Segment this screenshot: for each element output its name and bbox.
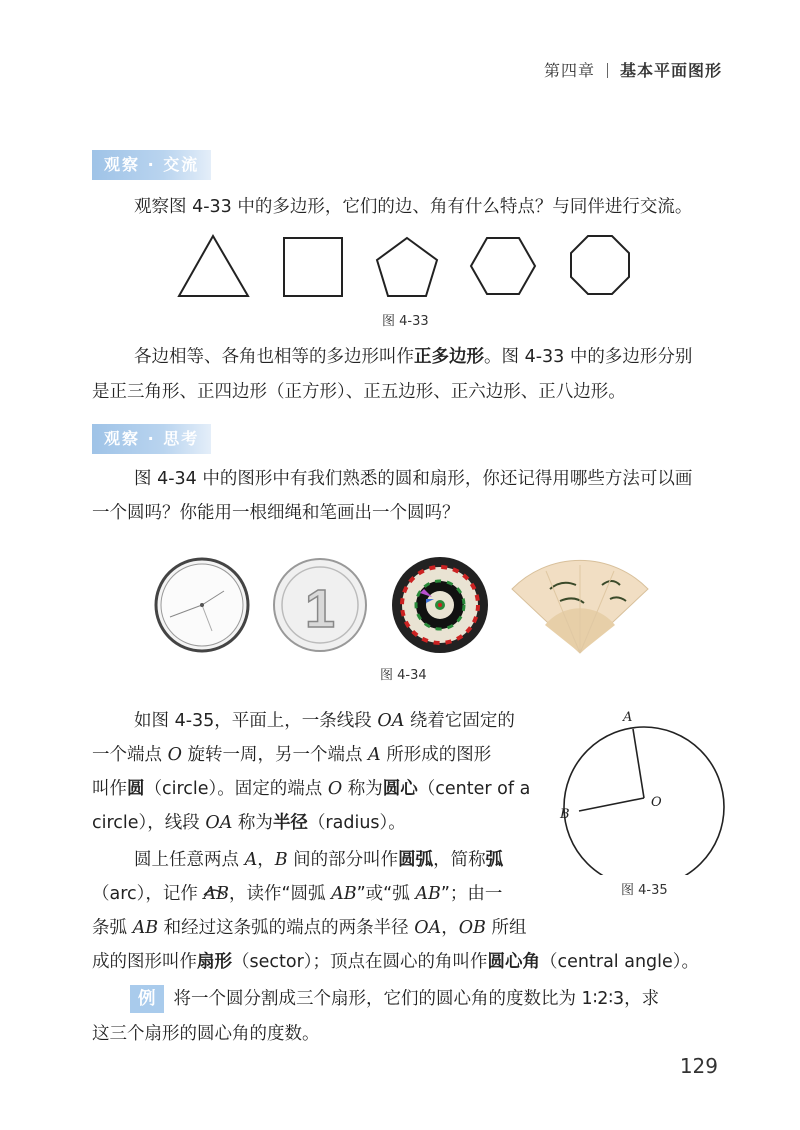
- hexagon-shape: [471, 238, 535, 294]
- section-tag-observe-think: 观察 · 思考: [92, 424, 211, 454]
- figure-4-35-diagram: [555, 700, 730, 875]
- triangle-shape: [179, 236, 248, 296]
- text-run: 一个端点: [92, 745, 168, 765]
- text-run: 圆上任意两点: [134, 850, 245, 870]
- def-term-regular-polygon: 正多边形: [414, 347, 484, 367]
- arc-hat-icon: [203, 888, 225, 896]
- coin-denomination: 1: [304, 579, 336, 639]
- octagon-shape: [571, 236, 629, 294]
- page-number: 129: [679, 1054, 718, 1078]
- text-run: 所形成的图形: [380, 745, 492, 765]
- chapter-label: 第四章: [543, 61, 595, 80]
- text-run: 旋转一周，另一个端点: [181, 745, 369, 765]
- circles-photos-figure: [150, 555, 680, 655]
- text-run: 间的部分叫作: [287, 850, 399, 870]
- circle-def-line4: [92, 806, 406, 841]
- arc-def-line4: [92, 945, 699, 980]
- arc-notation-text: AB: [203, 884, 229, 904]
- arc-def-line1: [134, 843, 503, 878]
- term-radius: 半径: [272, 813, 308, 833]
- segment-oa: OA: [205, 813, 233, 833]
- text-run: 和经过这条弧的端点的两条半径: [158, 918, 415, 938]
- text-run: 叫作: [92, 779, 127, 799]
- text-run: ，读作“圆弧: [228, 884, 332, 904]
- circle-def-line3: [92, 772, 530, 807]
- def-text-1: 各边相等、各角也相等的多边形叫作: [134, 347, 414, 367]
- running-header: [544, 58, 722, 81]
- dartboard-image: [392, 557, 488, 653]
- radius-ob-line: [579, 798, 644, 811]
- point-a: A: [368, 745, 381, 765]
- example-line1: [130, 982, 659, 1017]
- figure-4-34-caption: 图 4-34: [380, 668, 427, 683]
- pentagon-shape: [377, 238, 437, 296]
- text-run: 绕着它固定的: [404, 711, 515, 731]
- text-run: （arc），记作: [92, 884, 204, 904]
- label-o: O: [651, 795, 662, 810]
- header-divider: [607, 63, 608, 78]
- radius-oa-line: [633, 729, 644, 798]
- arc-ab: AB: [132, 918, 159, 938]
- regular-polygon-definition: [134, 340, 692, 375]
- polygons-figure: [170, 230, 640, 308]
- text-run: 所组: [485, 918, 527, 938]
- text-run: ”；由一: [440, 884, 503, 904]
- figure-4-33-caption: 图 4-33: [382, 314, 429, 329]
- point-a: A: [244, 850, 258, 870]
- section1-question: 观察图 4-33 中的多边形，它们的边、角有什么特点？与同伴进行交流。: [134, 197, 693, 217]
- figure-4-35-caption: 图 4-35: [621, 883, 668, 898]
- text-run: 条弧: [92, 918, 133, 938]
- section-tag-observe-exchange: 观察 · 交流: [92, 150, 211, 180]
- section2-question-line1: 图 4-34 中的图形中有我们熟悉的圆和扇形，你还记得用哪些方法可以画: [134, 469, 693, 489]
- term-arc: 圆弧: [398, 850, 434, 870]
- text-run: 成的图形叫作: [92, 952, 197, 972]
- fan-image: [512, 560, 648, 653]
- circle-def-line1: [134, 704, 515, 739]
- term-central-angle: 圆心角: [487, 952, 541, 972]
- text-run: 如图 4-35，平面上，一条线段: [134, 711, 378, 731]
- circle-def-line2: [92, 738, 491, 773]
- text-run: ”或“弧: [356, 884, 416, 904]
- arc-ab: AB: [331, 884, 357, 904]
- square-shape: [284, 238, 342, 296]
- text-run: circle），线段: [92, 813, 206, 833]
- example-text-1: 将一个圆分割成三个扇形，它们的圆心角的度数比为 1∶2∶3，求: [173, 989, 660, 1009]
- point-o: O: [167, 745, 182, 765]
- radius-oa: OA: [414, 918, 442, 938]
- point-o: O: [327, 779, 343, 799]
- point-b: B: [274, 850, 288, 870]
- segment-oa: OA: [377, 711, 405, 731]
- circle-shape: [564, 727, 724, 875]
- label-a: A: [623, 710, 633, 725]
- chapter-title: 基本平面图形: [619, 61, 722, 80]
- text-run: 称为: [342, 779, 383, 799]
- section2-question-line2: 一个圆吗？你能用一根细绳和笔画出一个圆吗？: [92, 503, 460, 523]
- coin-image: [274, 559, 366, 651]
- text-run: 称为: [232, 813, 273, 833]
- clock-image: [156, 559, 248, 651]
- term-arc-short: 弧: [485, 850, 504, 870]
- text-run: （central angle）。: [540, 952, 700, 972]
- radius-ob: OB: [458, 918, 486, 938]
- def-text-2: 。图 4-33 中的多边形分别: [484, 347, 693, 367]
- text-run: （center of a: [417, 779, 531, 799]
- text-run: ，: [257, 850, 275, 870]
- text-run: （circle）。固定的端点: [144, 779, 328, 799]
- label-b: B: [560, 807, 570, 822]
- regular-polygon-list: 是正三角形、正四边形（正方形）、正五边形、正六边形、正八边形。: [92, 382, 626, 402]
- example-label: 例: [130, 985, 164, 1013]
- arc-notation: [203, 884, 229, 904]
- text-run: （radius）。: [307, 813, 406, 833]
- text-run: （sector）；顶点在圆心的角叫作: [232, 952, 488, 972]
- arc-def-line2: [92, 877, 502, 912]
- text-run: ，: [441, 918, 459, 938]
- term-center: 圆心: [382, 779, 418, 799]
- arc-def-line3: [92, 911, 527, 946]
- term-circle: 圆: [127, 779, 145, 799]
- arc-ab: AB: [415, 884, 441, 904]
- example-line2: 这三个扇形的圆心角的度数。: [92, 1024, 320, 1044]
- term-sector: 扇形: [197, 952, 232, 972]
- text-run: ，简称: [433, 850, 486, 870]
